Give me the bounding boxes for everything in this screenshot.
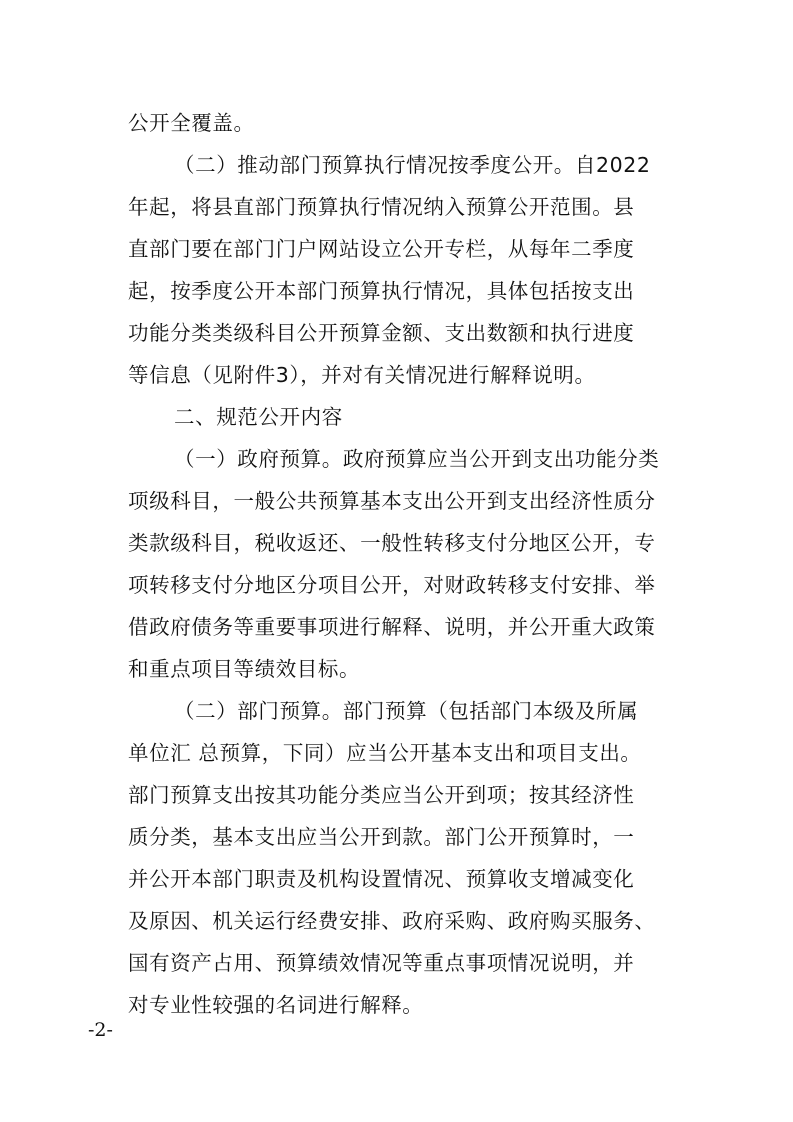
text-line: 单位汇 总预算，下同）应当公开基本支出和项目支出。 <box>128 741 642 765</box>
text-line: 部门预算支出按其功能分类应当公开到项；按其经济性 <box>128 783 635 807</box>
text-line: 年起，将县直部门预算执行情况纳入预算公开范围。县 <box>128 195 635 219</box>
text-line: 项级科目，一般公共预算基本支出公开到支出经济性质分 <box>128 489 656 513</box>
text-line: 并公开本部门职责及机构设置情况、预算收支增减变化 <box>128 867 635 891</box>
text-line: 质分类，基本支出应当公开到款。部门公开预算时，一 <box>128 825 635 849</box>
text-line: 借政府债务等重要事项进行解释、说明，并公开重大政策 <box>128 615 656 639</box>
paragraph-heading: （一）政府预算。 <box>174 447 343 471</box>
text-line: 及原因、机关运行经费安排、政府采购、政府购买服务、 <box>128 909 656 933</box>
paragraph-heading: （二）部门预算。 <box>174 699 343 723</box>
text-line: 功能分类类级科目公开预算金额、支出数额和执行进度 <box>128 321 635 345</box>
page-number: -2- <box>88 1019 113 1041</box>
text-line: 等信息（见附件3），并对有关情况进行解释说明。 <box>128 363 596 387</box>
text-line: 直部门要在部门门户网站设立公开专栏，从每年二季度 <box>128 237 635 261</box>
text-line: 公开全覆盖。 <box>128 111 255 135</box>
paragraph-heading: （二）推动部门预算执行情况按季度公开。 <box>174 153 575 177</box>
text-line: 起，按季度公开本部门预算执行情况，具体包括按支出 <box>128 279 635 303</box>
text-line: 项转移支付分地区分项目公开，对财政转移支付安排、举 <box>128 573 656 597</box>
text-line: 国有资产占用、预算绩效情况等重点事项情况说明，并 <box>128 951 635 975</box>
text-line: 和重点项目等绩效目标。 <box>128 657 361 681</box>
text-line: 类款级科目，税收返还、一般性转移支付分地区公开，专 <box>128 531 656 555</box>
text-line: 对专业性较强的名词进行解释。 <box>128 993 424 1017</box>
text-line: （一）政府预算。政府预算应当公开到支出功能分类 <box>174 447 660 471</box>
section-heading: 二、规范公开内容 <box>174 405 343 429</box>
text-line: （二）推动部门预算执行情况按季度公开。自2022 <box>174 153 651 177</box>
text-line: （二）部门预算。部门预算（包括部门本级及所属 <box>174 699 639 723</box>
